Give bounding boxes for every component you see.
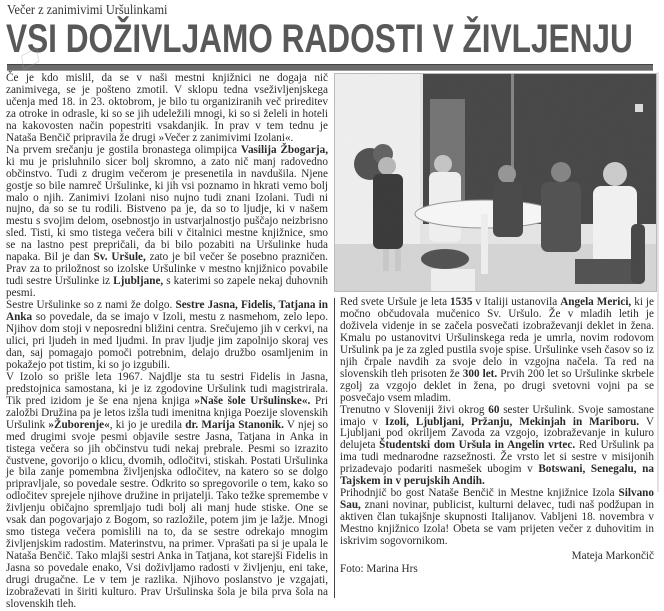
text-run: Pri založbi Družina pa je letos izšla tudi imenitna knjiga Poezije slovenskih Uršulink xyxy=(6,394,329,431)
bold-ljubljane: Ljubljane, xyxy=(113,275,164,288)
author-byline: Mateja Markončič xyxy=(571,550,654,563)
watermark-box-icon xyxy=(21,47,39,70)
bold-next-guest: Silvano Sau, xyxy=(340,487,654,512)
text-run: znani novinar, publicist, kulturni delavec, tudi naš podžupan in aktiven član tukajšnje skupnosti Italijanov. Vabljeni 18. novembra v Mestno knjižnico Izola! Obeta se vam prijeten večer z duhovitim in iskrivim sogovornikom. xyxy=(340,499,654,548)
bold-institutions: Študentski dom Uršula in Angelin vrtec. xyxy=(379,439,576,452)
paragraph-slovenia xyxy=(340,405,654,489)
text-run: ki je močno občudovala mučenico Sv. Uršulo. Že v mladih letih je doživela videnje in se začela posvečati izobraževanji deklet in žena. Kmalu po ustanovitvi Uršulinskega reda je umrla, novim rodovom Uršulink pa je za zgled pustila svoje spise. Uršulinke vseh časov so iz njih črpale navdih za svoje delo in vzgojna načela. Ta red na slovenskih tleh prisoten že xyxy=(340,296,654,380)
bold-300-years: 300 let. xyxy=(462,367,498,380)
text-run: so povedale, da se imajo v Izoli, mestu z nasmehom, zelo lepo. Njihov dom stoji v neposredni bližini centra. Srečujemo jih v cerkvi, na ulici, pri ljudeh in med ljudmi. In prav ljudje jim zapolnijo skoraj ves dan, saj pomagajo pomoči potrebnim, delajo družbo osamljenim in pokažejo pot tistim, ki so jo izgubili. xyxy=(6,311,328,371)
text-run: , ki jo je uredila xyxy=(109,418,186,431)
text-run: Red Uršulink pa ima tudi mednarodne razsežnosti. Že vrsto let si sestre v misijonih prizadevajo podariti nasmešek ubogim v xyxy=(340,439,654,476)
text-run: Sestre Uršulinke so z nami že dolgo. xyxy=(6,299,176,312)
text-run: zato je bil večer še posebno prazničen. Prav za to priložnost so izolske Uršulinke v mestno knjižnico povabile tudi sestre Uršulinke iz xyxy=(6,251,328,288)
bold-missions: Botswani, Senegalu, na Tajskem in v perujskih Andih. xyxy=(340,463,654,488)
paragraph-sisters xyxy=(6,300,328,372)
paragraph-history xyxy=(6,372,328,611)
bold-book-title: »Naše šole Uršulinske«. xyxy=(194,394,311,407)
photo-edge-shadow xyxy=(657,72,659,492)
article-kicker: Večer z zanimivimi Uršulinkami xyxy=(7,3,168,18)
bold-name-zbogar: Vasilija Žbogarja, xyxy=(240,143,328,156)
text-run: Prihodnjič bo gost Nataše Benčič in Mestne knjižnice Izola xyxy=(340,487,619,500)
headline-rule xyxy=(7,64,653,71)
text-run: Na prvem srečanju je gostila bronastega olimpijca xyxy=(6,143,241,156)
bold-sv-ursule: Sv. Uršule, xyxy=(93,251,146,264)
bold-sister-names: Sestre Jasna, Fidelis, Tatjana in Anka xyxy=(6,299,328,324)
article-photo xyxy=(334,73,657,292)
article-headline: VSI DOŽIVLJAMO RADOSTI V ŽIVLJENJU xyxy=(6,17,633,61)
text-run: s katerimi so zapele nekaj duhovnih pesmi. xyxy=(6,275,328,300)
photo-scene xyxy=(335,74,656,291)
bold-year: 1535 xyxy=(450,296,473,308)
paragraph-order-history xyxy=(340,297,654,405)
left-column xyxy=(6,73,328,611)
text-run: Red svete Uršule je leta xyxy=(340,296,451,308)
bold-zuborenje: »Žuborenje« xyxy=(48,418,110,431)
bold-founder: Angela Merici, xyxy=(560,296,632,308)
bold-locations: Izoli, Ljubljani, Pržanju, Mekinjah in Mariboru. xyxy=(384,415,640,428)
photo-credit: Foto: Marina Hrs xyxy=(340,562,418,575)
text-run: sester Uršulink. Svoje samostane imajo v xyxy=(340,403,654,428)
paragraph-first-meeting xyxy=(6,145,328,300)
bold-editor-name: dr. Marija Stanonik. xyxy=(185,418,284,431)
text-run: V Ljubljani pod okriljem Zavoda za vzgojo, izobraževanje in kuluro delujeta xyxy=(340,415,654,452)
text-run: ki mu je prisluhnilo sicer bolj skromno, a zato nič manj radovedno občinstvo. Tudi z drugim večerom je presenetila in navdušila. Njene gostje so bile namreč Uršulinke, ki jih vsi poznamo in hkrati vemo bolj malo o njih. Zanimivi Izolani niso nujno tudi znani Izolani. Tudi ni nujno, da so se tu rodili. Bistveno pa je, da so to ljudje, ki v našem mestu s svojim delom, osebnostjo in ustvarjalnostjo puščajo neizbrisno sled. Tisti, ki smo tistega večera bili v čitalnici mestne knjižnice, smo se na lastno pest prepričali, da bi bilo pozabiti na Uršulinke huda napaka. Bil je dan xyxy=(6,155,328,264)
bold-count: 60 xyxy=(488,403,500,416)
right-column xyxy=(340,297,654,576)
text-run: v Italiji ustanovila xyxy=(472,296,561,308)
paragraph-intro: Če je kdo mislil, da se v naši mestni knjižnici ne dogaja nič zanimivega, se je pošteno zmotil. V sklopu tedna vseživljenjskega učenja med 18. in 23. oktobrom, je bilo tu organiziranih več prireditev za otroke in odrasle, ki so se jih udeležili mnogi, ki so si želeli in hoteli na kakovosten način popestriti vsakdanjik. In prav v tem tednu je Nataša Benčič pripravila že drugi »Večer z zanimivimi Izolani«. xyxy=(6,72,328,144)
text-run: V Izolo so prišle leta 1967. Najdlje sta tu sestri Fidelis in Jasna, predstojnica samostana, ki je iz zgodovine Uršulink tudi magistrirala. Tik pred izidom je še ena njena knjiga xyxy=(6,370,328,407)
text-run: Prvih 200 let so Uršulinke skrbele zgolj za vzgojo deklet in žena, po drugi svetovni vojni pa se posvečajo vsem mladim. xyxy=(340,367,654,404)
text-run: V njej so med drugimi svoje pesmi objavile sestre Jasna, Tatjana in Anka in tistega večera so jih občinstvu tudi nekaj prebrale. Pesmi so izrazito čustvene, govorijo o klicu, dvomih, odločitvi, stiskah. Postati Uršulinka je bila zanje pomembna življenjska odločitev, na katero so se dolgo pripravljale, so povedale sestre. Odkrito so spregovorile o tem, kako so odločitev sprejele njihove družine in prijatelji. Tako težke spremembe v življenju običajno spremljajo tudi bolj ali manj hude stiske. One se vsak dan pogovarjajo z Bogom, so razložile, potem jim je lažje. Mnogi smo tistega večera pomislili na to, da se sestre odrekajo mnogim življenjskim radostim. Materinstvu, na primer. Vprašati pa si je upala le Nataša Benčič. Tako mlajši sestri Anka in Tatjana, kot starejši Fidelis in Jasna so povedale enako, Vsi doživljamo radosti v življenju, eni take, drugi drugačne. Le v tem je razlika. Njihovo poslanstvo je vzgajati, izobraževati in širiti kulturo. Prav Uršulinska šola je bila prva šola na slovenskih tleh. xyxy=(6,418,328,610)
column-rule xyxy=(334,298,335,598)
paragraph-next-guest xyxy=(340,488,654,548)
text-run: Trenutno v Sloveniji živi okrog xyxy=(340,403,489,416)
